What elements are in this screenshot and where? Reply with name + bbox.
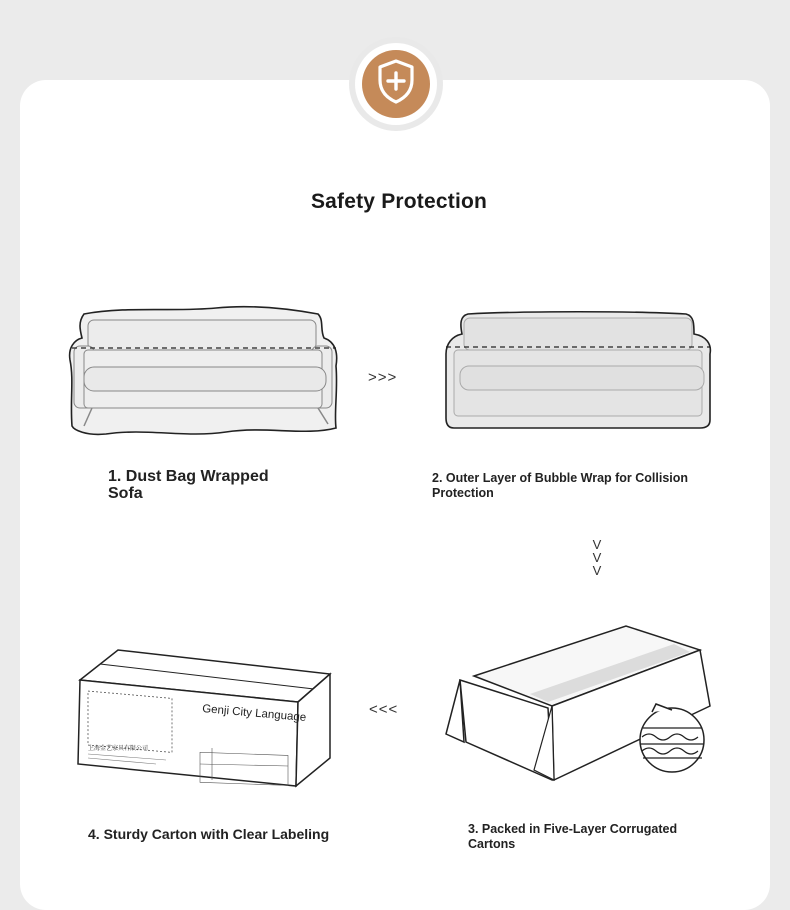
step-3-label: 3. Packed in Five-Layer Corrugated Cartons [468, 822, 678, 851]
wrapped-sofa-icon [66, 300, 342, 440]
step-2-label: 2. Outer Layer of Bubble Wrap for Collision Protection [432, 471, 689, 500]
arrow-down [591, 538, 603, 577]
shield-plus-icon [375, 58, 417, 104]
arrow-down-1: V [592, 537, 602, 552]
step-4-label: 4. Sturdy Carton with Clear Labeling [88, 826, 330, 842]
open-carton-icon [444, 622, 714, 792]
bubble-wrapped-sofa-icon [444, 310, 714, 432]
carton-company-text: 上海金艺家具有限公司 [88, 745, 149, 752]
arrow-left: <<< [369, 701, 399, 718]
arrow-down-3: V [592, 563, 602, 578]
arrow-down-2: V [592, 550, 602, 565]
labeled-carton-icon [76, 646, 334, 790]
page-title: Safety Protection [310, 190, 488, 213]
arrow-right: >>> [368, 369, 398, 386]
carton-brand-text: Genji City Language [201, 703, 307, 725]
step-1-label: 1. Dust Bag Wrapped Sofa [108, 468, 269, 502]
